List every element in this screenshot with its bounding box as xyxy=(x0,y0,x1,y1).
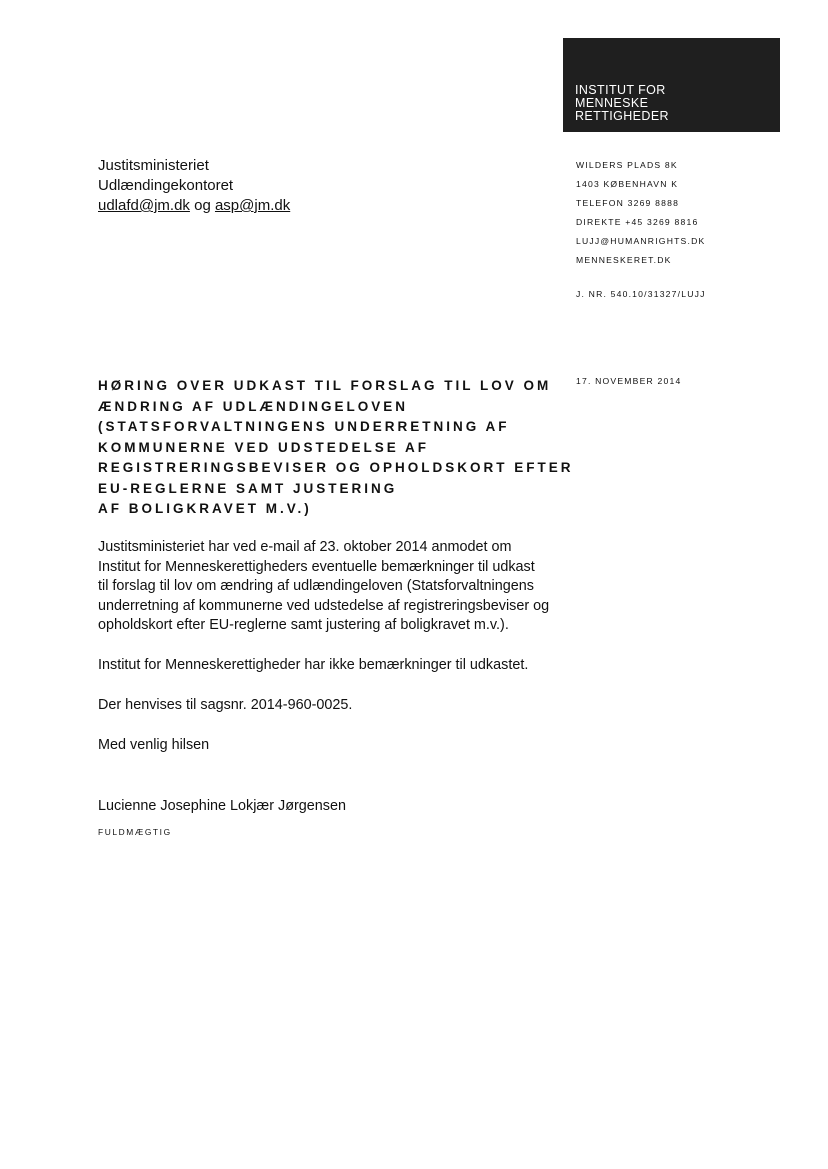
letter-date: 17. NOVEMBER 2014 xyxy=(576,376,682,386)
logo-line-3: RETTIGHEDER xyxy=(575,109,669,123)
paragraph-3: Der henvises til sagsnr. 2014-960-0025. xyxy=(98,697,353,713)
paragraph-line: Institut for Menneskerettigheders eventuelle bemærkninger til udkast xyxy=(98,558,535,575)
sender-email: LUJJ@HUMANRIGHTS.DK xyxy=(576,236,706,246)
paragraph-line: til forslag til lov om ændring af udlændingeloven (Statsforvaltningens xyxy=(98,578,534,594)
logo-line-1: INSTITUT FOR xyxy=(575,83,666,97)
recipient-email-link-2[interactable]: asp@jm.dk xyxy=(214,197,291,214)
heading-line: ÆNDRING AF UDLÆNDINGELOVEN xyxy=(98,398,408,414)
closing-greeting: Med venlig hilsen xyxy=(98,737,210,753)
sender-contact-block xyxy=(576,156,705,270)
heading-line: (STATSFORVALTNINGENS UNDERRETNING AF xyxy=(98,419,510,434)
sender-phone: TELEFON 3269 8888 xyxy=(576,198,680,208)
email-connector: og xyxy=(189,197,215,214)
paragraph-1 xyxy=(98,538,568,636)
signer-name: Lucienne Josephine Lokjær Jørgensen xyxy=(98,798,346,814)
heading-line: AF BOLIGKRAVET M.V.) xyxy=(98,501,312,516)
paragraph-line: underretning af kommunerne ved udstedelse af registreringsbeviser og xyxy=(98,597,550,614)
recipient-emails xyxy=(98,196,290,216)
logo-line-2: MENNESKE xyxy=(575,96,649,110)
institute-logo xyxy=(563,38,780,132)
letter-heading xyxy=(98,376,574,520)
sender-address: WILDERS PLADS 8K xyxy=(576,160,678,170)
sender-city: 1403 KØBENHAVN K xyxy=(576,179,679,189)
recipient-block xyxy=(98,156,290,216)
heading-line: EU-REGLERNE SAMT JUSTERING xyxy=(98,480,398,496)
paragraph-line: Justitsministeriet har ved e-mail af 23. oktober 2014 anmodet om xyxy=(98,539,512,555)
signer-title: FULDMÆGTIG xyxy=(98,827,172,837)
recipient-email-link-1[interactable]: udlafd@jm.dk xyxy=(98,197,190,214)
sender-website: MENNESKERET.DK xyxy=(576,255,672,265)
heading-line: REGISTRERINGSBEVISER OG OPHOLDSKORT EFTER xyxy=(98,460,574,475)
heading-line: KOMMUNERNE VED UDSTEDELSE AF xyxy=(98,439,430,455)
paragraph-line: opholdskort efter EU-reglerne samt justering af boligkravet m.v.). xyxy=(98,617,509,633)
heading-line: HØRING OVER UDKAST TIL FORSLAG TIL LOV OM xyxy=(98,378,552,393)
journal-number: J. NR. 540.10/31327/LUJJ xyxy=(576,289,706,299)
recipient-name: Justitsministeriet xyxy=(98,157,209,174)
sender-direct-phone: DIREKTE +45 3269 8816 xyxy=(576,217,699,227)
paragraph-2: Institut for Menneskerettigheder har ikke bemærkninger til udkastet. xyxy=(98,657,529,673)
recipient-department: Udlændingekontoret xyxy=(98,177,234,194)
